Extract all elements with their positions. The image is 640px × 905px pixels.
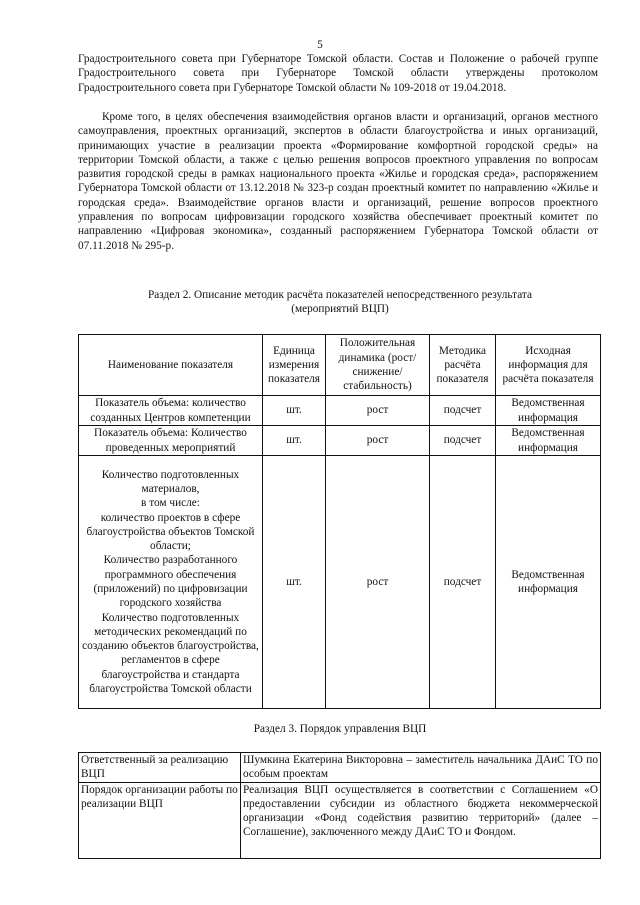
indicator-name-line: Количество разработанного программного обеспечения (приложений) по цифровизации городского хозяйства <box>93 554 248 610</box>
indicator-dynamics: рост <box>326 456 430 709</box>
table-row <box>79 426 601 456</box>
indicator-name-line: в том числе: <box>141 497 200 510</box>
section-2-title-line-1: Раздел 2. Описание методик расчёта показателей непосредственного результата <box>147 289 533 301</box>
indicator-unit: шт. <box>263 426 326 456</box>
table-row <box>79 456 601 709</box>
indicator-unit: шт. <box>263 396 326 426</box>
indicator-source: Ведомственная информация <box>496 396 601 426</box>
section-2-title <box>70 288 610 317</box>
indicator-dynamics: рост <box>326 396 430 426</box>
indicator-unit: шт. <box>263 456 326 709</box>
indicator-name: Показатель объема: Количество проведенных мероприятий <box>79 426 263 456</box>
table-row <box>79 396 601 426</box>
table-row <box>79 782 601 858</box>
management-label: Ответственный за реализацию ВЦП <box>79 753 241 783</box>
header-unit: Единица измерения показателя <box>263 335 326 396</box>
header-dynamics: Положительная динамика (рост/снижение/ стабильность) <box>326 335 430 396</box>
management-label: Порядок организации работы по реализации ВЦП <box>79 782 241 858</box>
page-number: 5 <box>317 39 323 51</box>
paragraph-1: Градостроительного совета при Губернаторе Томской области. Состав и Положение о рабочей группе Градостроительного совета при Губернаторе Томской области утверждены протоколом Градостроительного совета при Губернаторе Томской области № 109-2018 от 19.04.2018. <box>78 53 598 94</box>
indicator-name-line: Количество подготовленных материалов, <box>101 468 240 495</box>
management-value: Реализация ВЦП осуществляется в соответствии с Соглашением «О предоставлении субсидии из областного бюджета некоммерческой организации «Фонд содействия развитию территорий» (далее – Соглашение), заключенного между ДАиС ТО и Фондом. <box>241 782 601 858</box>
indicator-method: подсчет <box>430 426 496 456</box>
indicators-table <box>78 334 601 709</box>
indicator-method: подсчет <box>430 396 496 426</box>
header-source: Исходная информация для расчёта показателя <box>496 335 601 396</box>
indicator-source: Ведомственная информация <box>496 456 601 709</box>
indicator-name: Показатель объема: количество созданных Центров компетенции <box>79 396 263 426</box>
indicator-source: Ведомственная информация <box>496 426 601 456</box>
table-header-row <box>79 335 601 396</box>
indicator-name-line: Количество подготовленных методических рекомендаций по созданию объектов благоустройства, регламентов в сфере благоустройства и стандарта благоустройства Томской области <box>82 611 259 696</box>
section-3-title: Раздел 3. Порядок управления ВЦП <box>253 723 427 735</box>
indicator-name <box>79 456 263 709</box>
section-2-title-line-2: (мероприятий ВЦП) <box>291 303 389 316</box>
table-row <box>79 753 601 783</box>
management-value: Шумкина Екатерина Викторовна – заместитель начальника ДАиС ТО по особым проектам <box>241 753 601 783</box>
management-table <box>78 752 601 859</box>
header-method: Методика расчёта показателя <box>430 335 496 396</box>
paragraph-2: Кроме того, в целях обеспечения взаимодействия органов власти и организаций, органов местного самоуправления, проектных организаций, экспертов в области благоустройства и иных организаций, принимающих участие в реализации проекта «Формирование комфортной городской среды» на территории Томской области, а также с целью решения вопросов проектного управления по вопросам развития городской среды в рамках национального проекта «Жилье и городская среда», распоряжением Губернатора Томской области от 13.12.2018 № 323-р создан проектный комитет по направлению «Жилье и городская среда». Взаимодействие органов власти и организаций, решение вопросов проектного управления по вопросам цифровизации городского хозяйства обеспечивает проектный комитет по направлению «Цифровая экономика», созданный распоряжением Губернатора Томской области от 07.11.2018 № 295-р. <box>78 111 598 252</box>
header-indicator-name: Наименование показателя <box>79 335 263 396</box>
indicator-name-line: количество проектов в сфере благоустройства объектов Томской области; <box>86 511 255 553</box>
indicator-dynamics: рост <box>326 426 430 456</box>
indicator-method: подсчет <box>430 456 496 709</box>
